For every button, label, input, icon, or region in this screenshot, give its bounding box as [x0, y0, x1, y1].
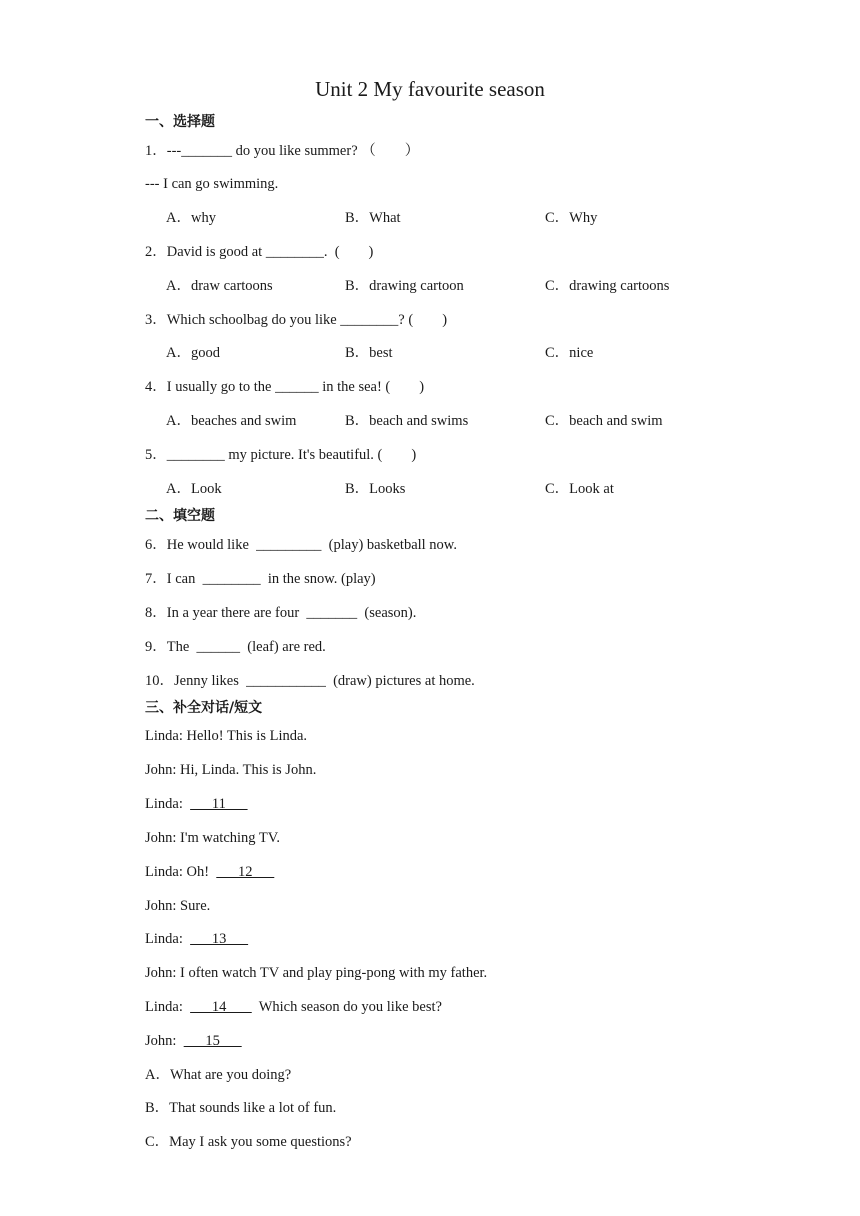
question-3-option-c: C．nice — [545, 345, 594, 361]
dialogue-option-c: C．May I ask you some questions? — [145, 1134, 352, 1150]
speaker-text: Linda: Oh! — [145, 864, 217, 880]
dialogue-line — [145, 862, 274, 882]
question-5-stem: 5．________ my picture. It's beautiful. ( ) — [145, 447, 417, 463]
dialogue-line — [145, 794, 248, 814]
question-4-stem: 4．I usually go to the ______ in the sea! ( ) — [145, 379, 425, 395]
section-heading-choice: 一、选择题 — [145, 114, 215, 130]
blank-13: 13 — [190, 931, 249, 947]
question-1-option-a: A．why — [166, 210, 216, 226]
dialogue-option-b: B．That sounds like a lot of fun. — [145, 1100, 337, 1116]
question-2-option-b: B．drawing cartoon — [345, 278, 464, 294]
question-3-option-b: B．best — [345, 345, 393, 361]
question-4-option-c: C．beach and swim — [545, 413, 663, 429]
dialogue-line — [145, 997, 442, 1017]
question-5-option-a: A．Look — [166, 481, 222, 497]
question-5-option-b: B．Looks — [345, 481, 406, 497]
question-1-extra: --- I can go swimming. — [145, 176, 279, 192]
blank-15: 15 — [183, 1033, 242, 1049]
question-1-stem: 1．---_______ do you like summer? （ ） — [145, 143, 420, 159]
dialogue-line: John: I often watch TV and play ping-pong with my father. — [145, 965, 488, 981]
blank-12: 12 — [216, 864, 275, 880]
question-2-option-a: A．draw cartoons — [166, 278, 273, 294]
page-title: Unit 2 My favourite season — [315, 77, 545, 101]
blank-11: 11 — [190, 796, 248, 812]
question-6: 6．He would like _________ (play) basketball now. — [145, 537, 457, 553]
dialogue-line: John: I'm watching TV. — [145, 830, 280, 846]
dialogue-line: Linda: Hello! This is Linda. — [145, 728, 308, 744]
speaker-text: Linda: — [145, 931, 191, 947]
blank-14: 14 — [190, 999, 252, 1015]
question-1-option-b: B．What — [345, 210, 401, 226]
question-8: 8．In a year there are four _______ (season). — [145, 605, 417, 621]
speaker-text: John: — [145, 1033, 184, 1049]
question-3-option-a: A．good — [166, 345, 220, 361]
dialogue-line — [145, 929, 248, 949]
question-7: 7．I can ________ in the snow. (play) — [145, 571, 376, 587]
question-1-option-c: C．Why — [545, 210, 598, 226]
question-10: 10．Jenny likes ___________ (draw) pictures at home. — [145, 673, 475, 689]
question-4-option-a: A．beaches and swim — [166, 413, 297, 429]
speaker-text: Linda: — [145, 999, 191, 1015]
dialogue-line — [145, 1031, 242, 1051]
section-heading-fill: 二、填空题 — [145, 508, 215, 524]
dialogue-text: Which season do you like best? — [251, 999, 442, 1015]
question-9: 9．The ______ (leaf) are red. — [145, 639, 326, 655]
section-heading-dialogue: 三、补全对话/短文 — [145, 700, 263, 716]
dialogue-line: John: Sure. — [145, 898, 211, 914]
dialogue-option-a: A．What are you doing? — [145, 1067, 292, 1083]
question-2-option-c: C．drawing cartoons — [545, 278, 670, 294]
dialogue-line: John: Hi, Linda. This is John. — [145, 762, 317, 778]
question-5-option-c: C．Look at — [545, 481, 614, 497]
question-4-option-b: B．beach and swims — [345, 413, 469, 429]
question-2-stem: 2．David is good at ________. ( ) — [145, 244, 374, 260]
question-3-stem: 3．Which schoolbag do you like ________? ( ) — [145, 312, 448, 328]
speaker-text: Linda: — [145, 796, 191, 812]
